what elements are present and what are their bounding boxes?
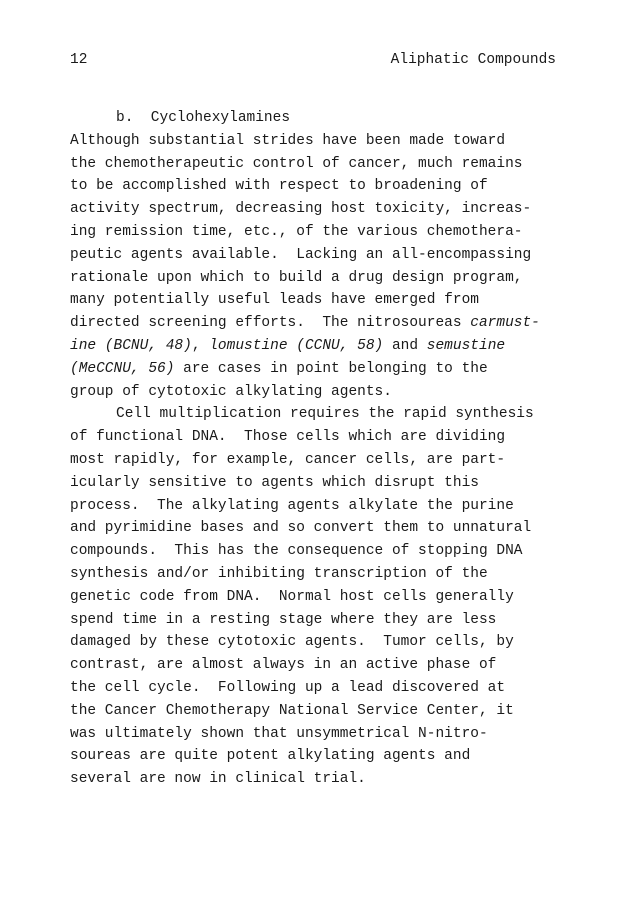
text-line: ing remission time, etc., of the various chemothera-: [70, 223, 523, 240]
text-segment: directed screening efforts. The nitrosoureas: [70, 315, 471, 332]
paragraph-2: [70, 403, 570, 791]
text-line: damaged by these cytotoxic agents. Tumor cells, by: [70, 634, 514, 651]
text-line: activity spectrum, decreasing host toxicity, increas-: [70, 201, 532, 218]
drug-name-semustine-abbr: (MeCCNU, 56): [70, 360, 175, 377]
text-line: synthesis and/or inhibiting transcription of the: [70, 565, 488, 582]
text-line: was ultimately shown that unsymmetrical N-nitro-: [70, 725, 488, 742]
text-segment: are cases in point belonging to the: [174, 360, 488, 377]
text-line: of functional DNA. Those cells which are dividing: [70, 429, 506, 446]
text-line: to be accomplished with respect to broadening of: [70, 178, 488, 195]
text-segment: ,: [191, 337, 210, 354]
text-line: many potentially useful leads have emerged from: [70, 292, 479, 309]
text-line: the chemotherapeutic control of cancer, much remains: [70, 155, 523, 172]
text-line: and pyrimidine bases and so convert them to unnatural: [70, 520, 532, 537]
text-line: [70, 358, 570, 381]
text-line: several are now in clinical trial.: [70, 771, 366, 788]
text-line: [70, 312, 570, 335]
text-line: [70, 335, 570, 358]
text-line: most rapidly, for example, cancer cells, are part-: [70, 451, 506, 468]
text-line: soureas are quite potent alkylating agents and: [70, 748, 471, 765]
text-line: process. The alkylating agents alkylate the purine: [70, 497, 514, 514]
text-line: peutic agents available. Lacking an all-encompassing: [70, 246, 532, 263]
text-line: genetic code from DNA. Normal host cells generally: [70, 588, 514, 605]
text-segment: and: [383, 337, 427, 354]
text-line: the cell cycle. Following up a lead discovered at: [70, 679, 506, 696]
running-head: Aliphatic Compounds: [390, 52, 556, 68]
text-line: compounds. This has the consequence of stopping DNA: [70, 543, 523, 560]
text-line: rationale upon which to build a drug design program,: [70, 269, 523, 286]
text-line: group of cytotoxic alkylating agents.: [70, 383, 392, 400]
drug-name-semustine: semustine: [426, 337, 506, 354]
text-line: icularly sensitive to agents which disrupt this: [70, 474, 479, 491]
text-line: Although substantial strides have been made toward: [70, 132, 506, 149]
section-heading: b. Cyclohexylamines: [116, 110, 291, 126]
drug-name-lomustine: lomustine (CCNU, 58): [209, 337, 384, 354]
paragraph-1: [70, 130, 570, 404]
drug-name-carmustine: carmust-: [470, 315, 540, 332]
body-text: [70, 107, 570, 791]
drug-name-carmustine-cont: ine (BCNU, 48): [70, 337, 192, 354]
text-line: contrast, are almost always in an active phase of: [70, 657, 497, 674]
text-line: spend time in a resting stage where they are less: [70, 611, 497, 628]
text-line: the Cancer Chemotherapy National Service Center, it: [70, 702, 514, 719]
text-line: Cell multiplication requires the rapid synthesis: [116, 406, 534, 423]
page-number: 12: [70, 52, 88, 68]
